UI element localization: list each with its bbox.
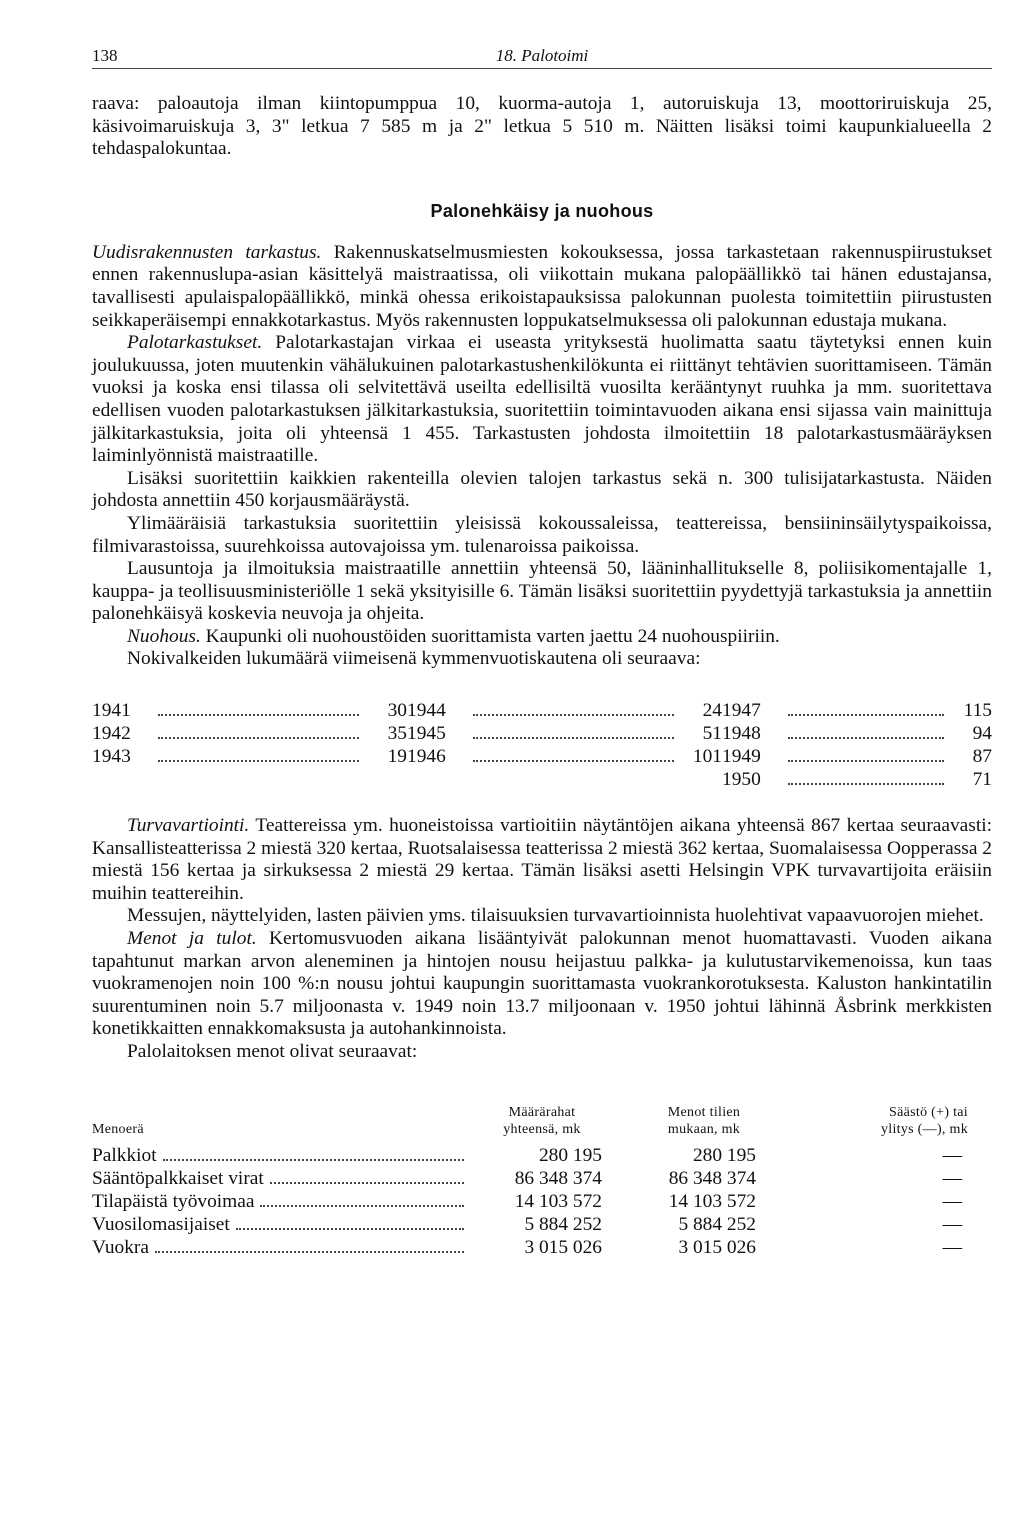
soot-fires-row bbox=[722, 722, 992, 745]
difference-value: — bbox=[942, 1236, 962, 1258]
year: 1942 bbox=[92, 723, 131, 745]
page-header bbox=[92, 40, 992, 69]
running-title: 18. Palotoimi bbox=[495, 46, 589, 65]
leader-dots bbox=[270, 1182, 464, 1184]
count: 30 bbox=[387, 700, 407, 722]
leader-dots bbox=[260, 1205, 464, 1207]
paragraph-security-guarding bbox=[92, 815, 992, 905]
paragraph-additional-inspections: Lisäksi suoritettiin kaikkien rakenteilla olevien talojen tarkastus sekä n. 300 tulisijatarkastusta. Näiden johdosta annettiin 450 korjausmääräystä. bbox=[92, 467, 992, 512]
header-line: ylitys (—), mk bbox=[880, 1121, 968, 1137]
difference-value: — bbox=[942, 1167, 962, 1189]
leader-dots bbox=[158, 760, 359, 762]
header-appropriation bbox=[472, 1104, 612, 1138]
expenses-table-header bbox=[92, 1104, 992, 1138]
soot-fires-row bbox=[407, 745, 722, 768]
item-name: Vuosilomasijaiset bbox=[92, 1213, 230, 1235]
year: 1947 bbox=[722, 700, 761, 722]
header-item: Menoerä bbox=[92, 1121, 144, 1137]
actual-value: 3 015 026 bbox=[678, 1236, 756, 1258]
paragraph-fire-inspections bbox=[92, 332, 992, 468]
soot-fires-column-3 bbox=[722, 699, 992, 791]
count: 24 bbox=[702, 700, 722, 722]
leader-dots bbox=[236, 1228, 464, 1230]
paragraph-title: Menot ja tulot. bbox=[127, 928, 257, 950]
soot-fires-row bbox=[722, 745, 992, 768]
soot-fires-row bbox=[92, 745, 407, 768]
paragraph-chimney-sweeping bbox=[92, 626, 992, 649]
item-name: Palkkiot bbox=[92, 1144, 157, 1166]
count: 71 bbox=[972, 769, 992, 791]
expenses-table bbox=[92, 1104, 992, 1259]
paragraph-text: Palotarkastajan virkaa ei useasta yrityksestä huolimatta saatu täytetyksi ennen kuin joulukuussa, joten muutenkin vähälukuinen palotarkastushenkilökunta ei riittänyt tehtävien suorittamiseen. Tämän vuoksi ja koska ensi tilassa oli selvitettävä useilta edellisiltä vuosilta kerääntynyt ruuhka ja mm. suoritettava edellisen vuoden palotarkastuksen jälkitarkastuksia, suoritettiin toimintavuoden aikana ensi sijassa vain mainittuja jälkitarkastuksia, joita oli yhteensä 1 455. Tarkastusten johdosta ilmoitettiin 18 palotarkastusmääräyksen laiminlyönnistä maistraatille. bbox=[92, 332, 992, 467]
year: 1949 bbox=[722, 746, 761, 768]
soot-fires-column-2 bbox=[407, 699, 722, 791]
paragraph-statements: Lausuntoja ja ilmoituksia maistraatille annettiin yhteensä 50, lääninhallitukselle 8, poliisikomentajalle 1, kauppa- ja teollisuusministeriölle 1 sekä yksityisille 6. Tämän lisäksi suoritettiin pyydettyjä tarkastuksia ja annettiin palonehkäisyä koskevia neuvoja ja ohjeita. bbox=[92, 558, 992, 625]
header-line: yhteensä, mk bbox=[503, 1121, 581, 1137]
soot-fires-row bbox=[92, 699, 407, 722]
count: 115 bbox=[963, 700, 992, 722]
leader-dots bbox=[155, 1251, 464, 1253]
paragraph-fair-guarding: Messujen, näyttelyiden, lasten päivien yms. tilaisuuksien turvavartioinnista huolehtivat vapaavuorojen miehet. bbox=[127, 905, 984, 927]
year: 1941 bbox=[92, 700, 131, 722]
soot-fires-row bbox=[722, 699, 992, 722]
paragraph-extra-inspections: Ylimääräisiä tarkastuksia suoritettiin yleisissä kokoussaleissa, teattereissa, bensiininsäilytyspaikoissa, filmivarastoissa, suurehkoissa autovajoissa ym. tulenaroissa paikoissa. bbox=[92, 512, 992, 557]
leader-dots bbox=[788, 714, 944, 716]
year: 1945 bbox=[407, 723, 446, 745]
paragraph-text: Rakennuskatselmusmiesten kokouksessa, jossa tarkastetaan rakennuspiirustukset ennen rakennuslupa-asian käsittelyä maistraatissa, oli viikottain mukana palopäällikkö tai hänen edustajansa, tavallisesti apulaispalopäällikkö, minkä ohessa erikoistapauksissa palokunnan puolesta toimitettiin piirustusten seikkaperäisempi ennakkotarkastus. Myös rakennusten loppukatselmuksessa oli palokunnan edustaja mukana. bbox=[92, 241, 992, 331]
expenses-row bbox=[92, 1213, 992, 1236]
soot-fires-row bbox=[92, 722, 407, 745]
difference-value: — bbox=[942, 1144, 962, 1166]
soot-fires-column-1 bbox=[92, 699, 407, 791]
year: 1950 bbox=[722, 769, 761, 791]
row-label bbox=[92, 1236, 472, 1259]
actual-value: 280 195 bbox=[692, 1144, 756, 1166]
paragraph-title: Uudisrakennusten tarkastus. bbox=[92, 241, 322, 263]
difference-value: — bbox=[942, 1190, 962, 1212]
expenses-row bbox=[92, 1190, 992, 1213]
row-label bbox=[92, 1167, 472, 1190]
row-label bbox=[92, 1144, 472, 1167]
header-line: Menot tilien bbox=[667, 1104, 741, 1120]
appropriation-value: 5 884 252 bbox=[524, 1213, 602, 1235]
header-line: mukaan, mk bbox=[667, 1121, 741, 1137]
page-number: 138 bbox=[92, 46, 118, 65]
leader-dots bbox=[158, 714, 359, 716]
paragraph-title: Nuohous. bbox=[127, 625, 201, 647]
year: 1946 bbox=[407, 746, 446, 768]
header-line: Säästö (+) tai bbox=[889, 1104, 968, 1120]
actual-value: 5 884 252 bbox=[678, 1213, 756, 1235]
appropriation-value: 86 348 374 bbox=[514, 1167, 602, 1189]
year: 1948 bbox=[722, 723, 761, 745]
appropriation-value: 14 103 572 bbox=[514, 1190, 602, 1212]
soot-fires-table bbox=[92, 699, 992, 791]
expenses-row bbox=[92, 1167, 992, 1190]
soot-fires-row bbox=[722, 768, 992, 791]
section-heading: Palonehkäisy ja nuohous bbox=[430, 200, 654, 221]
paragraph-new-building-inspection bbox=[92, 242, 992, 332]
soot-fires-row bbox=[407, 699, 722, 722]
item-name: Sääntöpalkkaiset virat bbox=[92, 1167, 264, 1189]
leader-dots bbox=[473, 737, 674, 739]
paragraph-title: Palotarkastukset. bbox=[127, 332, 263, 354]
item-name: Vuokra bbox=[92, 1236, 149, 1258]
expenses-row bbox=[92, 1144, 992, 1167]
leader-dots bbox=[473, 714, 674, 716]
year: 1943 bbox=[92, 746, 131, 768]
year: 1944 bbox=[407, 700, 446, 722]
item-name: Tilapäistä työvoimaa bbox=[92, 1190, 255, 1212]
count: 19 bbox=[387, 746, 407, 768]
intro-paragraph: raava: paloautoja ilman kiintopumppua 10, kuorma-autoja 1, autoruiskuja 13, moottoriruiskuja 25, käsivoimaruiskuja 3, 3" letkua 7 585 m ja 2" letkua 5 510 m. Näitten lisäksi toimi kaupunkialueella 2 tehdaspalokuntaa. bbox=[92, 93, 992, 160]
soot-fires-row bbox=[407, 722, 722, 745]
expenses-row bbox=[92, 1236, 992, 1259]
row-label bbox=[92, 1190, 472, 1213]
leader-dots bbox=[163, 1159, 464, 1161]
actual-value: 14 103 572 bbox=[668, 1190, 756, 1212]
row-label bbox=[92, 1213, 472, 1236]
header-difference bbox=[796, 1104, 968, 1138]
count: 87 bbox=[972, 746, 992, 768]
actual-value: 86 348 374 bbox=[668, 1167, 756, 1189]
count: 51 bbox=[702, 723, 722, 745]
paragraph-text: Teattereissa ym. huoneistoissa vartioitiin näytäntöjen aikana yhteensä 867 kertaa seuraavasti: Kansallisteatterissa 2 miestä 320 kertaa, Ruotsalaisessa teatterissa 2 miestä 362 kertaa, Suomalaisessa Oopperassa 2 miestä 156 kertaa ja sirkuksessa 2 miestä 29 kertaa. Tämän lisäksi asetti Helsingin VPK turvavartijoita eräisiin muihin teattereihin. bbox=[92, 815, 992, 904]
appropriation-value: 280 195 bbox=[538, 1144, 602, 1166]
appropriation-value: 3 015 026 bbox=[524, 1236, 602, 1258]
count: 94 bbox=[972, 723, 992, 745]
header-actual bbox=[612, 1104, 796, 1138]
paragraph-title: Turvavartiointi. bbox=[127, 815, 250, 837]
leader-dots bbox=[473, 760, 674, 762]
leader-dots bbox=[788, 737, 944, 739]
paragraph-text: Kertomusvuoden aikana lisääntyivät palokunnan menot huomattavasti. Vuoden aikana tapahtunut markan arvon aleneminen ja hintojen nousu heijastuu palkka- ja kulutustarvikemenoissa, kun taas vuokramenojen noin 100 %:n nousu johtui kaupungin suorittamasta vuokrankorotuksesta. Kaluston hankintatilin suurentuminen noin 5.7 miljoonasta v. 1949 noin 13.7 miljoonaan v. 1950 johtui lähinnä Åsbrink merkkisten konetikkaitten ennakkomaksusta ja autohankinnoista. bbox=[92, 928, 992, 1040]
paragraph-text: Kaupunki oli nuohoustöiden suorittamista varten jaettu 24 nuohouspiiriin. bbox=[205, 625, 780, 647]
paragraph-expenses-income bbox=[92, 928, 992, 1041]
count: 35 bbox=[387, 723, 407, 745]
leader-dots bbox=[788, 783, 944, 785]
paragraph-soot-fires-intro: Nokivalkeiden lukumäärä viimeisenä kymmenvuotiskautena oli seuraava: bbox=[127, 648, 701, 670]
leader-dots bbox=[788, 760, 944, 762]
count: 101 bbox=[692, 746, 722, 768]
difference-value: — bbox=[942, 1213, 962, 1235]
leader-dots bbox=[158, 737, 359, 739]
header-line: Määrärahat bbox=[508, 1104, 576, 1120]
paragraph-expenses-intro: Palolaitoksen menot olivat seuraavat: bbox=[127, 1041, 418, 1062]
